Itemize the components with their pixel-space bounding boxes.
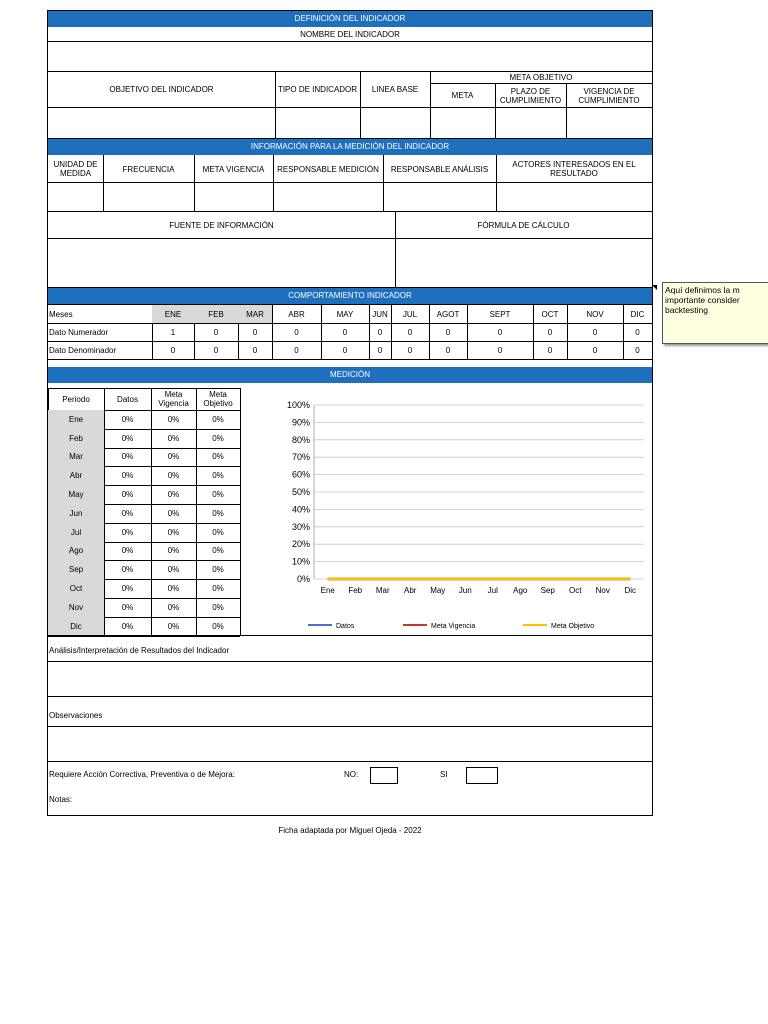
legend-label: Meta Objetivo bbox=[551, 623, 595, 630]
y-tick-label: 100% bbox=[286, 400, 310, 410]
month-header: AGOT bbox=[436, 309, 460, 319]
comment-line-1: Aquí definimos la m bbox=[665, 285, 740, 295]
medicion-period: Feb bbox=[48, 429, 104, 448]
comportamiento-value[interactable]: 0 bbox=[407, 328, 413, 337]
comportamiento-row-label: Dato Numerador bbox=[49, 328, 109, 337]
comment-line-2: importante consider bbox=[665, 295, 740, 305]
y-tick-label: 40% bbox=[291, 504, 310, 515]
actores-label: ACTORES INTERESADOS EN EL RESULTADO bbox=[512, 160, 636, 178]
unidad-label: UNIDAD DE MEDIDA bbox=[53, 160, 98, 178]
y-tick-label: 90% bbox=[291, 417, 310, 428]
comportamiento-row-label: Dato Denominador bbox=[49, 346, 117, 355]
medicion-value[interactable]: 0% bbox=[212, 452, 224, 462]
comportamiento-value[interactable]: 0 bbox=[252, 346, 258, 355]
comportamiento-value[interactable]: 0 bbox=[252, 328, 258, 337]
medicion-value[interactable]: 0% bbox=[167, 433, 180, 443]
accion-label: Requiere Acción Correctiva, Preventiva o de Mejora: bbox=[49, 770, 235, 779]
no-label: NO: bbox=[344, 770, 359, 779]
comportamiento-value[interactable]: 0 bbox=[213, 328, 219, 337]
x-tick-label: Jun bbox=[458, 586, 472, 595]
medicion-value[interactable]: 0% bbox=[167, 584, 180, 594]
analisis-value[interactable] bbox=[48, 662, 652, 696]
y-tick-label: 0% bbox=[296, 574, 310, 584]
nombre-value[interactable] bbox=[48, 42, 652, 71]
comportamiento-value[interactable]: 0 bbox=[547, 328, 553, 337]
medicion-value[interactable]: 0% bbox=[212, 433, 224, 443]
medicion-value[interactable]: 0% bbox=[212, 527, 224, 537]
x-tick-label: Dic bbox=[624, 586, 637, 595]
observaciones-label: Observaciones bbox=[49, 711, 103, 720]
medicion-period: Nov bbox=[48, 598, 104, 617]
medicion-value[interactable]: 0% bbox=[212, 490, 224, 500]
comportamiento-value[interactable]: 0 bbox=[547, 346, 553, 355]
comportamiento-value[interactable]: 0 bbox=[592, 346, 598, 355]
month-header: DIC bbox=[630, 309, 645, 319]
medicion-period: Jun bbox=[48, 504, 104, 523]
medicion-header: MEDICIÓN bbox=[48, 367, 652, 383]
medicion-value[interactable]: 0% bbox=[121, 471, 134, 481]
legend-label: Meta Vigencia bbox=[431, 623, 476, 630]
medicion-chart bbox=[258, 391, 652, 631]
month-header: FEB bbox=[194, 305, 238, 323]
medicion-value[interactable]: 0% bbox=[121, 602, 134, 612]
comportamiento-value[interactable]: 0 bbox=[294, 346, 299, 355]
medicion-value[interactable]: 0% bbox=[167, 452, 180, 462]
medicion-value[interactable]: 0% bbox=[121, 414, 134, 424]
responsable-medicion-label: RESPONSABLE MEDICIÓN bbox=[277, 164, 379, 174]
si-checkbox[interactable] bbox=[466, 767, 498, 784]
tipo-label: TIPO DE INDICADOR bbox=[277, 85, 358, 94]
month-header: JUN bbox=[372, 309, 388, 319]
comportamiento-value[interactable]: 0 bbox=[377, 328, 383, 337]
medicion-period: Ago bbox=[48, 542, 104, 561]
medicion-value[interactable]: 0% bbox=[212, 621, 224, 631]
footer-credit: Ficha adaptada por Miguel Ojeda - 2022 bbox=[278, 826, 422, 835]
comportamiento-value[interactable]: 0 bbox=[407, 346, 413, 355]
y-tick-label: 30% bbox=[291, 521, 310, 532]
month-header: JUL bbox=[402, 309, 418, 319]
medicion-value[interactable]: 0% bbox=[167, 621, 180, 631]
medicion-value[interactable]: 0% bbox=[121, 527, 134, 537]
comportamiento-value[interactable]: 0 bbox=[213, 346, 219, 355]
comportamiento-value[interactable]: 0 bbox=[592, 328, 598, 337]
formula-label: FÓRMULA DE CÁLCULO bbox=[477, 220, 570, 230]
y-tick-label: 10% bbox=[291, 556, 310, 567]
x-tick-label: Nov bbox=[595, 586, 610, 595]
medicion-value[interactable]: 0% bbox=[167, 565, 180, 575]
comportamiento-value[interactable]: 0 bbox=[445, 328, 451, 337]
medicion-value[interactable]: 0% bbox=[121, 621, 134, 631]
x-tick-label: Ene bbox=[320, 586, 335, 595]
meses-label: Meses bbox=[49, 309, 73, 319]
medicion-period: Jul bbox=[48, 523, 104, 542]
comportamiento-value[interactable]: 0 bbox=[497, 346, 503, 355]
medicion-value[interactable]: 0% bbox=[212, 565, 224, 575]
medicion-period: Sep bbox=[48, 560, 104, 579]
medicion-value[interactable]: 0% bbox=[167, 471, 180, 481]
y-tick-label: 60% bbox=[291, 469, 310, 480]
medicion-period: Abr bbox=[48, 466, 104, 485]
medicion-value[interactable]: 0% bbox=[167, 602, 180, 612]
fuente-label: FUENTE DE INFORMACIÓN bbox=[169, 220, 274, 230]
comportamiento-value[interactable]: 0 bbox=[342, 346, 348, 355]
medicion-period: Mar bbox=[48, 448, 104, 467]
x-tick-label: Oct bbox=[569, 586, 582, 595]
medicion-header-cell: Periodo bbox=[62, 394, 90, 404]
objetivo-label: OBJETIVO DEL INDICADOR bbox=[109, 85, 214, 94]
analisis-label: Análisis/Interpretación de Resultados del Indicador bbox=[49, 646, 230, 655]
medicion-value[interactable]: 0% bbox=[167, 546, 180, 556]
medicion-value[interactable]: 0% bbox=[167, 527, 180, 537]
responsable-analisis-label: RESPONSABLE ANÁLISIS bbox=[390, 164, 489, 174]
medicion-info-header: INFORMACIÓN PARA LA MEDICIÓN DEL INDICADOR bbox=[48, 139, 652, 155]
month-header: NOV bbox=[586, 309, 604, 319]
si-label: SI bbox=[440, 770, 448, 779]
medicion-period: Ene bbox=[48, 410, 104, 429]
medicion-value[interactable]: 0% bbox=[167, 414, 180, 424]
comportamiento-value[interactable]: 0 bbox=[635, 346, 640, 355]
indicator-sheet bbox=[47, 10, 653, 816]
month-header: OCT bbox=[541, 309, 559, 319]
comportamiento-value[interactable]: 1 bbox=[170, 328, 176, 337]
grid-line bbox=[240, 388, 241, 636]
meta-objetivo-label: META OBJETIVO bbox=[509, 73, 573, 82]
medicion-value[interactable]: 0% bbox=[212, 546, 224, 556]
medicion-header-cell: Meta Objetivo bbox=[203, 390, 233, 408]
medicion-value[interactable]: 0% bbox=[121, 433, 134, 443]
notas-label: Notas: bbox=[49, 795, 73, 804]
legend-label: Datos bbox=[336, 623, 355, 630]
medicion-value[interactable]: 0% bbox=[121, 565, 134, 575]
medicion-value[interactable]: 0% bbox=[212, 584, 224, 594]
grid-line bbox=[48, 359, 652, 360]
comportamiento-value[interactable]: 0 bbox=[342, 328, 348, 337]
medicion-value[interactable]: 0% bbox=[212, 602, 224, 612]
medicion-value[interactable]: 0% bbox=[167, 508, 180, 518]
y-tick-label: 50% bbox=[291, 487, 310, 497]
month-header: SEPT bbox=[489, 309, 511, 319]
no-checkbox[interactable] bbox=[370, 767, 398, 784]
x-tick-label: Sep bbox=[540, 586, 555, 595]
medicion-period: Dic bbox=[48, 617, 104, 636]
comportamiento-value[interactable]: 0 bbox=[635, 328, 640, 337]
definicion-header: DEFINICIÓN DEL INDICADOR bbox=[48, 11, 652, 27]
y-tick-label: 70% bbox=[291, 452, 310, 463]
medicion-value[interactable]: 0% bbox=[121, 490, 134, 500]
comportamiento-value[interactable]: 0 bbox=[445, 346, 451, 355]
meta-label: META bbox=[451, 91, 474, 100]
month-header: ABR bbox=[288, 309, 305, 319]
frecuencia-label: FRECUENCIA bbox=[122, 164, 175, 174]
vigencia-label: VIGENCIA DE CUMPLIMIENTO bbox=[578, 86, 640, 105]
medicion-period: May bbox=[48, 485, 104, 504]
medicion-header-cell: Meta Vigencia bbox=[158, 390, 189, 408]
comportamiento-value[interactable]: 0 bbox=[377, 346, 383, 355]
x-tick-label: May bbox=[430, 586, 446, 595]
medicion-value[interactable]: 0% bbox=[121, 452, 134, 462]
month-header: ENE bbox=[152, 305, 194, 323]
medicion-header-cell: Datos bbox=[117, 394, 138, 404]
medicion-value[interactable]: 0% bbox=[212, 471, 224, 481]
x-tick-label: Jul bbox=[487, 586, 498, 595]
comportamiento-header: COMPORTAMIENTO INDICADOR bbox=[48, 288, 652, 304]
nombre-label: NOMBRE DEL INDICADOR bbox=[300, 29, 400, 39]
medicion-period: Oct bbox=[48, 579, 104, 598]
y-tick-label: 80% bbox=[291, 434, 310, 445]
x-tick-label: Ago bbox=[513, 586, 528, 595]
comportamiento-value[interactable]: 0 bbox=[170, 346, 176, 355]
medicion-value[interactable]: 0% bbox=[167, 490, 180, 500]
medicion-value[interactable]: 0% bbox=[212, 508, 224, 518]
linea-base-label: LINEA BASE bbox=[371, 85, 419, 94]
x-tick-label: Feb bbox=[348, 586, 363, 595]
month-header: MAY bbox=[336, 309, 354, 319]
x-tick-label: Mar bbox=[375, 586, 390, 595]
comment-indicator-icon[interactable] bbox=[652, 285, 657, 290]
y-tick-label: 20% bbox=[291, 539, 310, 550]
medicion-value[interactable]: 0% bbox=[121, 584, 134, 594]
month-header: MAR bbox=[238, 305, 272, 323]
medicion-value[interactable]: 0% bbox=[121, 508, 134, 518]
comment-line-3: backtesting bbox=[665, 305, 708, 315]
meta-vigencia-label: META VIGENCIA bbox=[202, 164, 265, 174]
cell-comment bbox=[662, 282, 768, 344]
observaciones-value[interactable] bbox=[48, 727, 652, 761]
x-tick-label: Abr bbox=[404, 586, 417, 595]
medicion-value[interactable]: 0% bbox=[121, 546, 134, 556]
medicion-value[interactable]: 0% bbox=[212, 414, 224, 424]
comportamiento-value[interactable]: 0 bbox=[294, 328, 299, 337]
comportamiento-value[interactable]: 0 bbox=[497, 328, 503, 337]
plazo-label: PLAZO DE CUMPLIMIENTO bbox=[499, 86, 562, 105]
